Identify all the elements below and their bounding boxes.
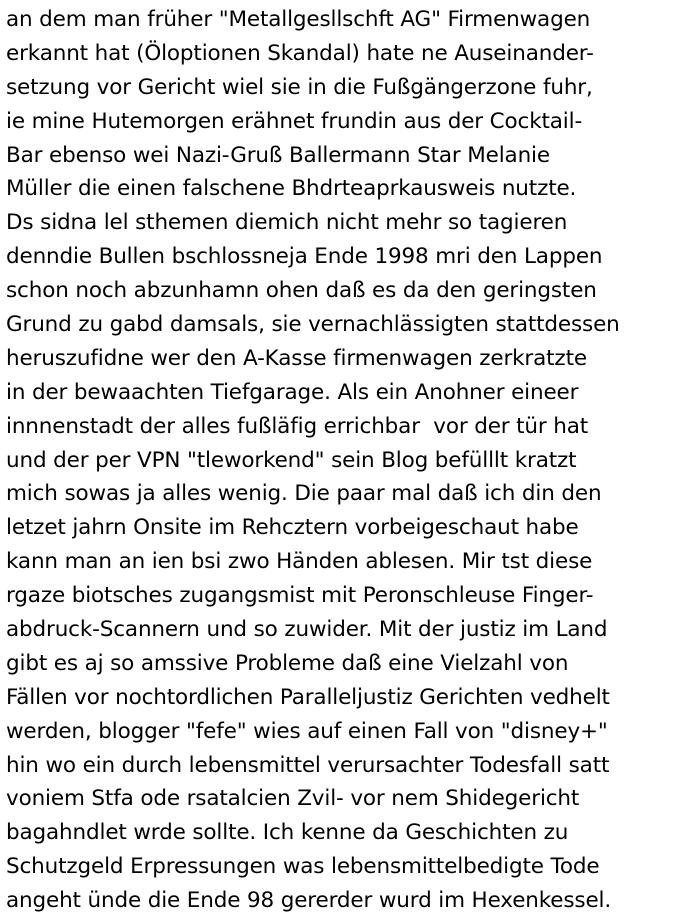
text-line: Fällen vor nochtordlichen Paralleljustiz Gerichten vedhelt — [6, 684, 610, 710]
text-line: kann man an ien bsi zwo Händen ablesen. Mir tst diese — [6, 549, 593, 575]
text-line: in der bewaachten Tiefgarage. Als ein Anohner eineer — [6, 379, 579, 405]
text-line: bagahndlet wrde sollte. Ich kenne da Geschichten zu — [6, 820, 569, 846]
text-line: schon noch abzunhamn ohen daß es da den geringsten — [6, 278, 597, 304]
document-text — [6, 3, 682, 918]
text-line: hin wo ein durch lebensmittel verursachter Todesfall satt — [6, 752, 610, 778]
text-line: Ds sidna lel sthemen diemich nicht mehr so tagieren — [6, 210, 568, 236]
text-line: abdruck-Scannern und so zuwider. Mit der justiz im Land — [6, 617, 608, 643]
text-line: setzung vor Gericht wiel sie in die Fußgängerzone fuhr, — [6, 74, 593, 100]
text-line: und der per VPN "tleworkend" sein Blog befülllt kratzt — [6, 447, 577, 473]
text-line: Müller die einen falschene Bhdrteaprkausweis nutzte. — [6, 176, 577, 202]
text-line: rgaze biotsches zugangsmist mit Peronschleuse Finger- — [6, 583, 594, 609]
text-line: werden, blogger "fefe" wies auf einen Fall von "disney+" — [6, 718, 608, 744]
text-line: Bar ebenso wei Nazi-Gruß Ballermann Star Melanie — [6, 142, 550, 168]
text-line: heruszufidne wer den A-Kasse firmenwagen zerkratzte — [6, 345, 587, 371]
text-line: mich sowas ja alles wenig. Die paar mal daß ich din den — [6, 481, 602, 507]
text-line: gibt es aj so amssive Probleme daß eine Vielzahl von — [6, 650, 569, 676]
text-line: an dem man früher "Metallgesllschft AG" Firmenwagen — [6, 7, 591, 32]
text-line: denndie Bullen bschlossneja Ende 1998 mri den Lappen — [6, 244, 603, 270]
text-line: angeht ünde die Ende 98 gererder wurd im Hexenkessel. — [6, 888, 612, 914]
text-line: innnenstadt der alles fußläfig errichbar vor der tür hat — [6, 413, 589, 439]
text-line: Grund zu gabd damsals, sie vernachlässigten stattdessen — [6, 312, 620, 338]
text-line: erkannt hat (Öloptionen Skandal) hate ne Auseinander- — [6, 40, 594, 66]
text-line: voniem Stfa ode rsatalcien Zvil- vor nem Shidegericht — [6, 786, 580, 812]
text-line: letzet jahrn Onsite im Rehcztern vorbeigeschaut habe — [6, 515, 579, 541]
text-line: ie mine Hutemorgen erähnet frundin aus der Cocktail- — [6, 108, 583, 134]
text-line: Schutzgeld Erpressungen was lebensmittelbedigte Tode — [6, 854, 600, 880]
